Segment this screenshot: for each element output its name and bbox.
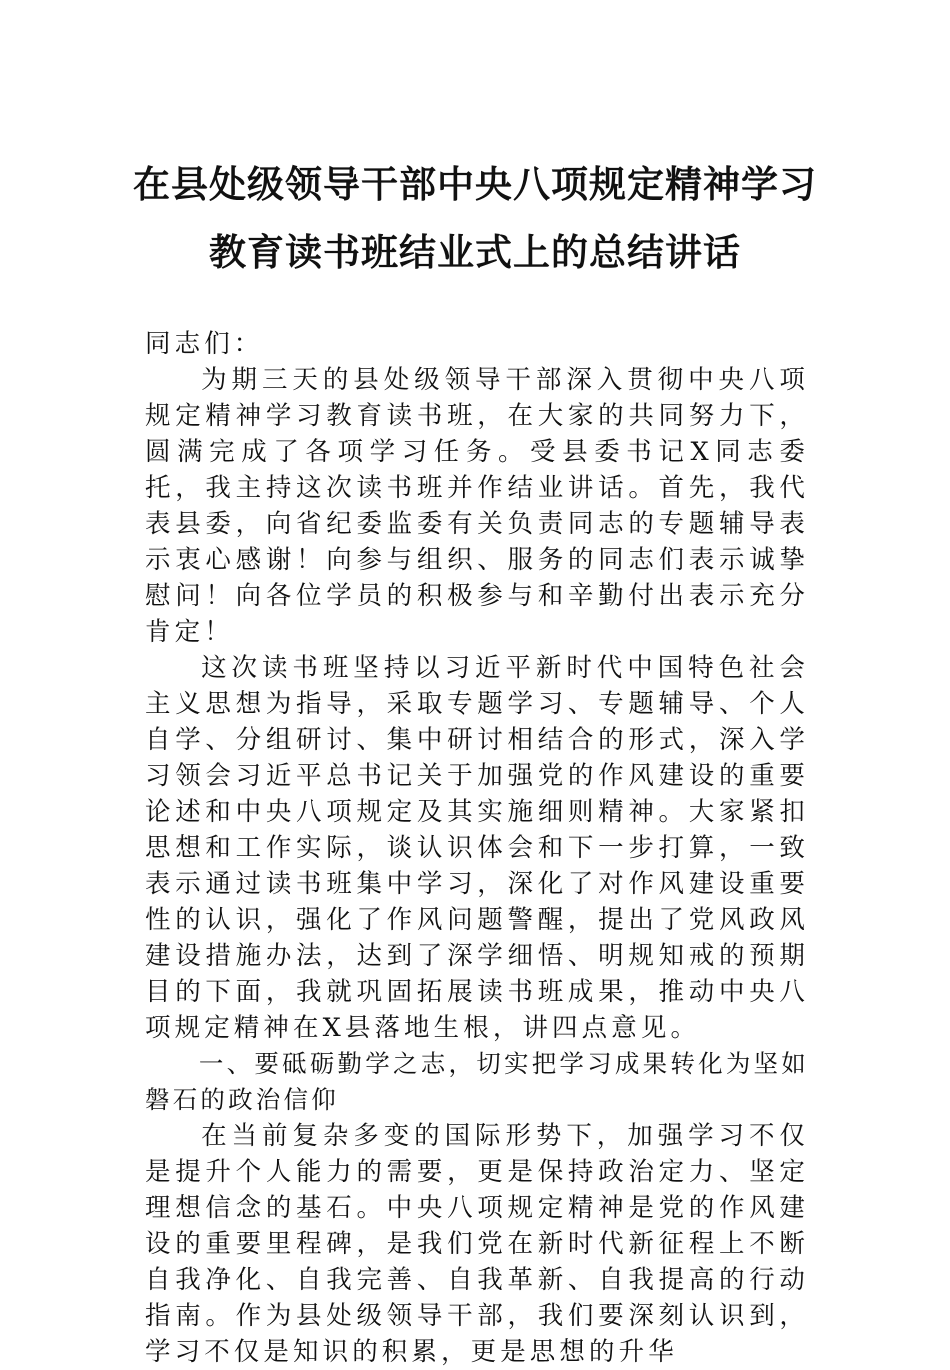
paragraph-summary: 这次读书班坚持以习近平新时代中国特色社会主义思想为指导，采取专题学习、专题辅导、个人自学、分组研讨、集中研讨相结合的形式，深入学习领会习近平总书记关于加强党的作风建设的重要论述和中央八项规定及其实施细则精神。大家紧扣思想和工作实际，谈认识体会和下一步打算，一致表示通过读书班集中学习，深化了对作风建设重要性的认识，强化了作风问题警醒，提出了党风政风建设措施办法，达到了深学细悟、明规知戒的预期目的下面，我就巩固拓展读书班成果，推动中央八项规定精神在X县落地生根，讲四点意见。 — [145, 653, 809, 1043]
section-heading-1: 一、要砥砺勤学之志，切实把学习成果转化为坚如磐石的政治信仰 — [145, 1049, 809, 1114]
document-title-line-2: 教育读书班结业式上的总结讲话 — [209, 230, 741, 274]
document-title-line-1: 在县处级领导干部中央八项规定精神学习 — [133, 162, 817, 206]
document-body — [145, 326, 809, 1370]
paragraph-section-1: 在当前复杂多变的国际形势下，加强学习不仅是提升个人能力的需要，更是保持政治定力、坚定理想信念的基石。中央八项规定精神是党的作风建设的重要里程碑，是我们党在新时代新征程上不断自我净化、自我完善、自我革新、自我提高的行动指南。作为县处级领导干部，我们要深刻认识到，学习不仅是知识的积累，更是思想的升华 — [145, 1121, 809, 1367]
salutation: 同志们： — [145, 329, 264, 359]
paragraph-opening: 为期三天的县处级领导干部深入贯彻中央八项规定精神学习教育读书班，在大家的共同努力下，圆满完成了各项学习任务。受县委书记X同志委托，我主持这次读书班并作结业讲话。首先，我代表县委，向省纪委监委有关负责同志的专题辅导表示衷心感谢！向参与组织、服务的同志们表示诚挚慰问！向各位学员的积极参与和辛勤付出表示充分肯定！ — [145, 365, 809, 647]
